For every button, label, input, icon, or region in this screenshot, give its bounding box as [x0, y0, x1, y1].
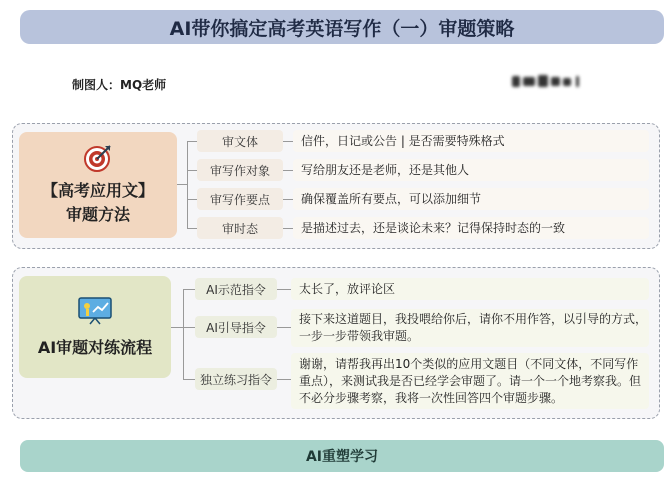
tag-key-points: 审写作要点 — [197, 188, 283, 210]
desc-independent-practice: 谢谢，请帮我再出10个类似的应用文题目（不同文体，不同写作重点），来测试我是否已经学会审题了。请一个一个地考察我。但不必分步骤考察，我将一次性回答四个审题步骤。 — [291, 353, 649, 409]
desc-audience: 写给朋友还是老师，还是其他人 — [293, 159, 649, 181]
connector — [177, 184, 187, 185]
tag-tense: 审时态 — [197, 217, 283, 239]
desc-ai-guide: 接下来这道题目，我投喂给你后，请你不用作答，以引导的方式，一步一步带领我审题。 — [291, 309, 649, 347]
section1-root-node — [19, 132, 177, 238]
connector — [183, 379, 195, 380]
blurred-watermark — [510, 73, 586, 89]
desc-tense: 是描述过去，还是谈论未来？记得保持时态的一致 — [293, 217, 649, 239]
connector — [187, 199, 197, 200]
page-title: AI带你搞定高考英语写作（一）审题策略 — [20, 10, 664, 44]
presentation-icon — [78, 297, 112, 325]
desc-key-points: 确保覆盖所有要点，可以添加细节 — [293, 188, 649, 210]
tag-ai-demo: AI示范指令 — [195, 278, 277, 300]
section-writing-review — [12, 123, 660, 249]
tag-ai-guide: AI引导指令 — [195, 316, 277, 338]
tag-genre: 审文体 — [197, 130, 283, 152]
connector — [171, 327, 183, 328]
connector — [277, 289, 291, 290]
connector — [283, 141, 293, 142]
connector — [187, 228, 197, 229]
connector — [283, 170, 293, 171]
section1-title-line1: 【高考应用文】 — [41, 181, 154, 200]
section1-title-line2: 审题方法 — [65, 205, 130, 224]
tag-audience: 审写作对象 — [197, 159, 283, 181]
connector — [183, 289, 195, 290]
connector — [183, 327, 195, 328]
connector — [187, 141, 188, 229]
section2-root-node — [19, 276, 171, 378]
connector — [277, 379, 291, 380]
desc-genre: 信件，日记或公告 | 是否需要特殊格式 — [293, 130, 649, 152]
footer-banner: AI重塑学习 — [20, 440, 664, 472]
tag-independent-practice: 独立练习指令 — [195, 368, 277, 390]
connector — [277, 327, 291, 328]
section-ai-practice — [12, 267, 660, 419]
section2-title: AI审题对练流程 — [37, 337, 153, 357]
connector — [283, 199, 293, 200]
author-credit: 制图人：MQ老师 — [72, 78, 167, 92]
connector — [283, 228, 293, 229]
desc-ai-demo: 太长了，放评论区 — [291, 278, 649, 300]
connector — [183, 289, 184, 380]
target-icon — [83, 143, 113, 173]
connector — [187, 141, 197, 142]
connector — [187, 170, 197, 171]
